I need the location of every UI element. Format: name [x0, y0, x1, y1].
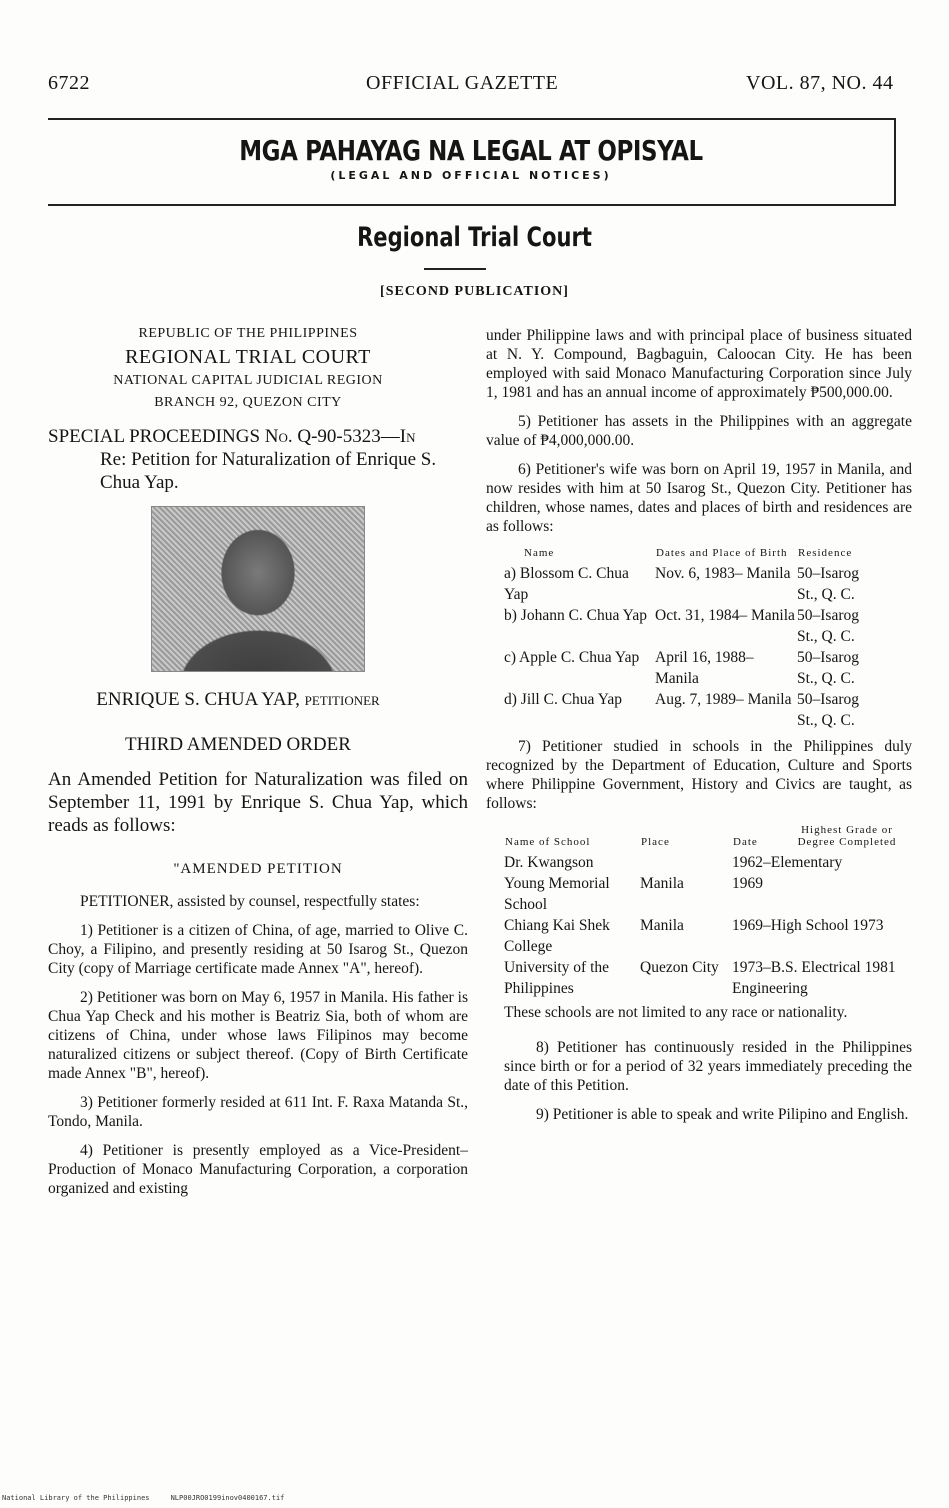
child-residence: 50–Isarog St., Q. C. — [797, 649, 859, 687]
children-header-birth: Dates and Place of Birth — [656, 547, 788, 559]
publication-title: OFFICIAL GAZETTE — [366, 72, 559, 94]
left-column — [48, 326, 468, 1208]
child-name: a) Blossom C. Chua Yap — [504, 565, 629, 603]
table-row — [504, 957, 910, 999]
table-row — [504, 647, 876, 689]
child-name: d) Jill C. Chua Yap — [504, 691, 622, 708]
case-title: Re: Petition for Naturalization of Enrique S. Chua Yap. — [100, 449, 437, 493]
school-date: 1973–B.S. Electrical 1981 Engineering — [732, 959, 896, 997]
archive-name: National Library of the Philippines — [2, 1494, 150, 1502]
case-number: SPECIAL PROCEEDINGS No. Q-90-5323—In — [48, 426, 416, 447]
schools-table — [504, 823, 910, 999]
schools-header-name: Name of School — [505, 836, 591, 848]
child-residence: 50–Isarog St., Q. C. — [797, 691, 859, 729]
petition-preamble: PETITIONER, assisted by counsel, respectfully states: — [80, 893, 420, 910]
school-date: 1962–Elementary — [732, 854, 843, 871]
petition-para-4-cont: under Philippine laws and with principal place of business situated at N. Y. Compound, Bagbaguin, Caloocan City. He has been employed with said Monaco Manufacturing Corporation since July 1, 1981 and has an annual income of approximately ₱500,000.00. — [486, 327, 912, 401]
schools-header-place: Place — [641, 836, 670, 848]
children-header-residence: Residence — [798, 547, 853, 559]
child-name: b) Johann C. Chua Yap — [504, 607, 647, 624]
petition-para-5: 5) Petitioner has assets in the Philippines with an aggregate value of ₱4,000,000.00. — [486, 413, 912, 449]
right-column — [486, 326, 912, 1134]
caption-branch: BRANCH 92, QUEZON CITY — [154, 395, 342, 410]
banner-subtitle: (LEGAL AND OFFICIAL NOTICES) — [330, 169, 612, 182]
school-date: 1969–High School 1973 — [732, 917, 884, 934]
heading-rule — [424, 268, 486, 270]
children-table — [504, 546, 876, 731]
child-residence: 50–Isarog St., Q. C. — [797, 565, 859, 603]
volume-number: VOL. 87, NO. 44 — [746, 72, 894, 94]
child-birth: Aug. 7, 1989– Manila — [655, 691, 792, 708]
order-title: THIRD AMENDED ORDER — [125, 734, 351, 755]
petition-para-9: 9) Petitioner is able to speak and write Pilipino and English. — [536, 1106, 909, 1123]
petition-para-3: 3) Petitioner formerly resided at 611 Int. F. Raxa Matanda St., Tondo, Manila. — [48, 1094, 468, 1130]
school-name: University of the Philippines — [504, 959, 610, 997]
child-name: c) Apple C. Chua Yap — [504, 649, 640, 666]
notices-banner — [48, 118, 896, 206]
school-place: Quezon City — [640, 959, 719, 976]
school-name: Chiang Kai Shek College — [504, 917, 610, 955]
schools-header-degree: Highest Grade or Degree Completed — [797, 824, 897, 848]
petition-para-6: 6) Petitioner's wife was born on April 19, 1957 in Manila, and now resides with him at 50 Isarog St., Quezon City. Petitioner has children, whose names, dates and places of birth and residences are as follows: — [486, 461, 912, 535]
archive-file: NLP00JRO0199inov0400167.tif — [170, 1494, 285, 1502]
petition-para-1: 1) Petitioner is a citizen of China, of age, married to Olive C. Choy, a Filipino, and presently residing at 50 Isarog St., Quezon City (copy of Marriage certificate made Annex "A", hereof). — [48, 922, 468, 977]
petition-para-2: 2) Petitioner was born on May 6, 1957 in Manila. His father is Chua Yap Check and his mother is Beatriz Sia, both of whom are citizens of China, under whose laws Filipinos may become naturalized citizens or subject thereof. (Copy of Birth Certificate made Annex "B", hereof). — [48, 989, 468, 1082]
table-row — [504, 852, 910, 873]
school-place: Manila — [640, 917, 684, 934]
child-birth: Oct. 31, 1984– Manila — [655, 607, 795, 624]
publication-label: [SECOND PUBLICATION] — [380, 284, 569, 299]
school-date: 1969 — [732, 875, 763, 892]
table-row — [504, 873, 910, 915]
table-row — [504, 563, 876, 605]
page-number: 6722 — [48, 72, 90, 94]
court-heading: Regional Trial Court — [357, 222, 592, 253]
petition-para-4: 4) Petitioner is presently employed as a Vice-President–Production of Monaco Manufacturing Corporation, a corporation organized and existing — [48, 1142, 468, 1197]
child-birth: Nov. 6, 1983– Manila — [655, 565, 791, 582]
children-header-name: Name — [524, 547, 555, 559]
order-intro: An Amended Petition for Naturalization was filed on September 11, 1991 by Enrique S. Chua Yap, which reads as follows: — [48, 769, 468, 836]
child-birth: April 16, 1988– Manila — [655, 649, 754, 687]
school-place: Manila — [640, 875, 684, 892]
schools-note: These schools are not limited to any race or nationality. — [504, 1004, 848, 1021]
archive-footer — [2, 1494, 284, 1502]
photo-caption: ENRIQUE S. CHUA YAP, petitioner — [96, 689, 380, 710]
banner-title: MGA PAHAYAG NA LEGAL AT OPISYAL — [239, 134, 703, 167]
petition-para-7: 7) Petitioner studied in schools in the Philippines duly recognized by the Department of Education, Culture and Sports where Philippine Government, History and Civics are taught, as follows: — [486, 738, 912, 812]
table-row — [504, 689, 876, 731]
caption-court: REGIONAL TRIAL COURT — [125, 346, 371, 368]
petitioner-photo — [151, 506, 365, 672]
table-row — [504, 915, 910, 957]
school-place — [640, 852, 732, 873]
school-name: Dr. Kwangson — [504, 854, 594, 871]
child-residence: 50–Isarog St., Q. C. — [797, 607, 859, 645]
schools-header-date: Date — [733, 836, 758, 848]
caption-republic: REPUBLIC OF THE PHILIPPINES — [138, 326, 358, 341]
petition-para-8: 8) Petitioner has continuously resided in the Philippines since birth or for a period of 32 years immediately preceding the date of this Petition. — [504, 1039, 912, 1094]
caption-region: NATIONAL CAPITAL JUDICIAL REGION — [113, 373, 383, 388]
school-name: Young Memorial School — [504, 875, 610, 913]
petition-title: "AMENDED PETITION — [173, 861, 343, 877]
table-row — [504, 605, 876, 647]
